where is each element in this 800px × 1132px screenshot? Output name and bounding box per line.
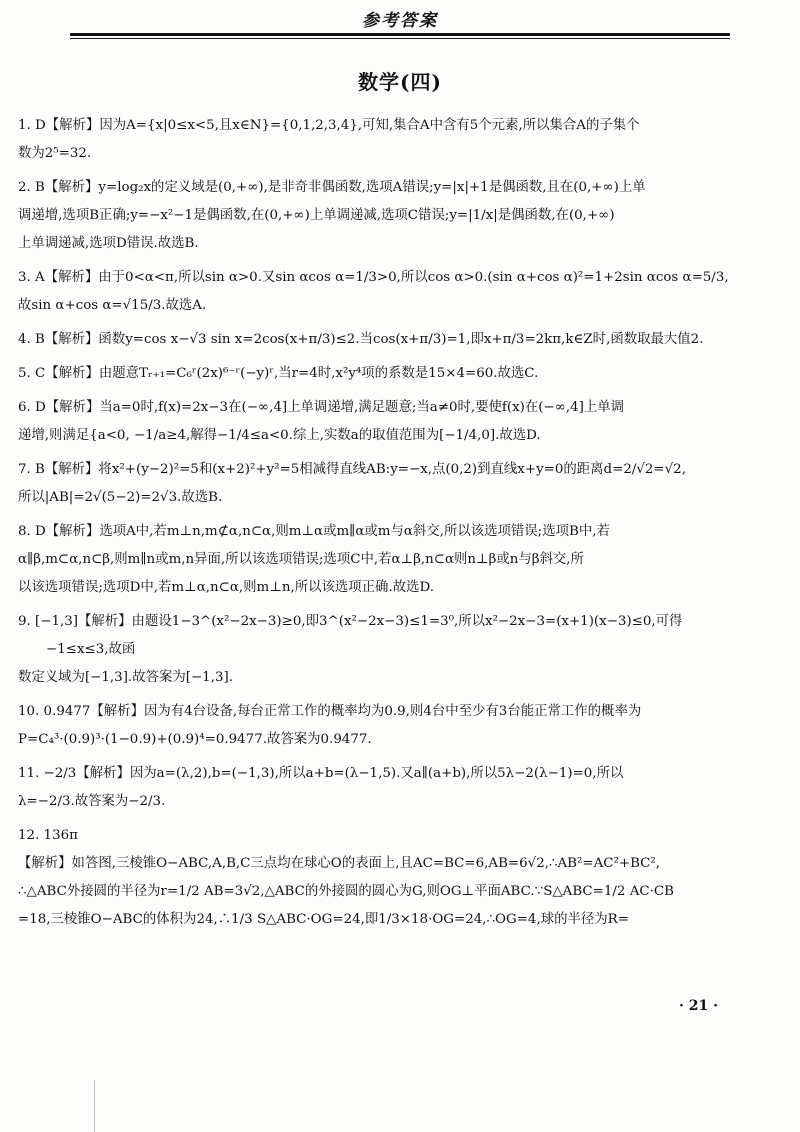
answer-item — [18, 112, 730, 168]
answer-item — [18, 456, 730, 512]
answer-line: 12. 136π — [18, 828, 78, 843]
answer-line: 调递增,选项B正确;y=−x²−1是偶函数,在(0,+∞)上单调递减,选项C错误;y=|1/x|是偶函数,在(0,+∞) — [18, 208, 615, 223]
binding-edge-mark — [94, 1080, 95, 1132]
running-header: 参考答案 — [362, 11, 438, 31]
answer-line: 1. D【解析】因为A={x|0≤x<5,且x∈N}={0,1,2,3,4},可知,集合A中含有5个元素,所以集合A的子集个 — [18, 118, 640, 133]
answer-line: 7. B【解析】将x²+(y−2)²=5和(x+2)²+y²=5相减得直线AB:y=−x,点(0,2)到直线x+y=0的距离d=2/√2=√2, — [18, 462, 686, 477]
answer-line: 11. −2/3【解析】因为a=(λ,2),b=(−1,3),所以a+b=(λ−1,5).又a∥(a+b),所以5λ−2(λ−1)=0,所以 — [18, 766, 624, 781]
answer-line: 数定义域为[−1,3].故答案为[−1,3]. — [18, 670, 233, 685]
page-number: · 21 · — [679, 998, 718, 1014]
answer-item — [18, 822, 730, 934]
answer-line: =18,三棱锥O−ABC的体积为24,∴1/3 S△ABC·OG=24,即1/3×18·OG=24,∴OG=4,球的半径为R= — [18, 912, 629, 927]
answer-line: 5. C【解析】由题意Tᵣ₊₁=C₆ʳ(2x)⁶⁻ʳ(−y)ʳ,当r=4时,x²y⁴项的系数是15×4=60.故选C. — [18, 366, 539, 381]
answer-item — [18, 326, 730, 354]
answer-line: 【解析】如答图,三棱锥O−ABC,A,B,C三点均在球心O的表面上,且AC=BC=6,AB=6√2,∴AB²=AC²+BC², — [18, 856, 661, 871]
answer-item — [18, 394, 730, 450]
header-rule-thin — [70, 38, 730, 39]
answer-line: ∴△ABC外接圆的半径为r=1/2 AB=3√2,△ABC的外接圆的圆心为G,则OG⊥平面ABC.∵S△ABC=1/2 AC·CB — [18, 884, 674, 899]
answer-line: 8. D【解析】选项A中,若m⊥n,m⊄α,n⊂α,则m⊥α或m∥α或m与α斜交,所以该选项错误;选项B中,若 — [18, 524, 610, 539]
answer-line: 上单调递减,选项D错误.故选B. — [18, 236, 199, 251]
answer-line: λ=−2/3.故答案为−2/3. — [18, 794, 166, 809]
answer-line: 所以|AB|=2√(5−2)=2√3.故选B. — [18, 490, 223, 505]
answer-line: 2. B【解析】y=log₂x的定义域是(0,+∞),是非奇非偶函数,选项A错误;y=|x|+1是偶函数,且在(0,+∞)上单 — [18, 180, 646, 195]
answer-line: α∥β,m⊂α,n⊂β,则m∥n或m,n异面,所以该选项错误;选项C中,若α⊥β,n⊂α则n⊥β或n与β斜交,所 — [18, 552, 584, 567]
answer-line: 以该选项错误;选项D中,若m⊥α,n⊂α,则m⊥n,所以该选项正确.故选D. — [18, 580, 434, 595]
answer-item — [18, 360, 730, 388]
answer-line: 故sin α+cos α=√15/3.故选A. — [18, 298, 207, 313]
answer-item — [18, 698, 730, 754]
header-rule-thick — [70, 33, 730, 36]
answer-line: 10. 0.9477【解析】因为有4台设备,每台正常工作的概率均为0.9,则4台中至少有3台能正常工作的概率为 — [18, 704, 642, 719]
answer-item — [18, 608, 730, 692]
answer-line: 4. B【解析】函数y=cos x−√3 sin x=2cos(x+π/3)≤2.当cos(x+π/3)=1,即x+π/3=2kπ,k∈Z时,函数取最大值2. — [18, 332, 704, 347]
answer-item — [18, 264, 730, 320]
answer-line: P=C₄³·(0.9)³·(1−0.9)+(0.9)⁴=0.9477.故答案为0.9477. — [18, 732, 372, 747]
answer-line: 递增,则满足{a<0, −1/a≥4,解得−1/4≤a<0.综上,实数a的取值范围为[−1/4,0].故选D. — [18, 428, 541, 443]
answer-line: 3. A【解析】由于0<α<π,所以sin α>0.又sin αcos α=1/3>0,所以cos α>0.(sin α+cos α)²=1+2sin αcos α=5/3, — [18, 270, 729, 285]
answer-line: 数为2⁵=32. — [18, 146, 92, 161]
answer-item — [18, 760, 730, 816]
answer-line: 6. D【解析】当a=0时,f(x)=2x−3在(−∞,4]上单调递增,满足题意;当a≠0时,要使f(x)在(−∞,4]上单调 — [18, 400, 625, 415]
answer-item — [18, 518, 730, 602]
answer-item — [18, 174, 730, 258]
document-title: 数学(四) — [358, 70, 442, 94]
answer-list — [18, 112, 730, 934]
answer-line: 9. [−1,3]【解析】由题设1−3^(x²−2x−3)≥0,即3^(x²−2x−3)≤1=3⁰,所以x²−2x−3=(x+1)(x−3)≤0,可得−1≤x≤3,故函 — [18, 614, 683, 657]
